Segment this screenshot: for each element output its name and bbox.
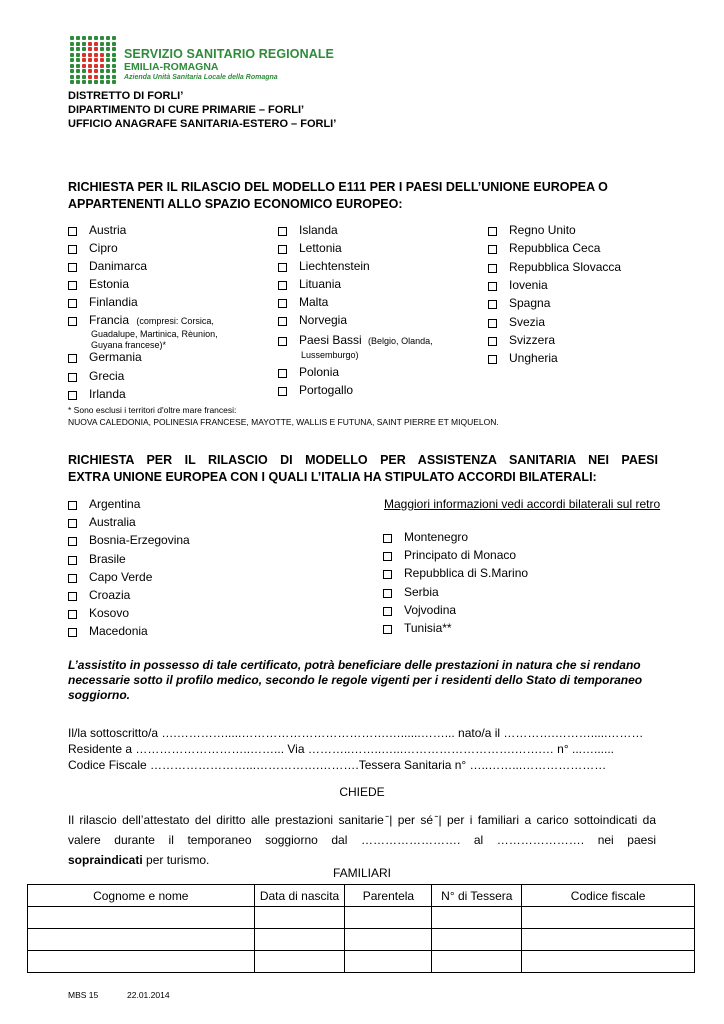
logo-dot [88, 53, 92, 57]
checkbox[interactable] [68, 245, 77, 254]
logo-dot [112, 75, 116, 79]
logo-dot [76, 53, 80, 57]
org-region: EMILIA-ROMAGNA [124, 61, 219, 73]
table-cell[interactable] [28, 951, 255, 973]
logo-mark [70, 36, 116, 84]
logo-dot [94, 47, 98, 51]
table-cell[interactable] [345, 929, 432, 951]
table-cell[interactable] [432, 907, 522, 929]
checkbox-label: Grecia [89, 368, 125, 383]
checkbox[interactable] [383, 552, 392, 561]
checkbox-label: Brasile [89, 551, 126, 566]
checkbox-label: Portogallo [299, 383, 354, 397]
logo-dot [82, 58, 86, 62]
table-cell[interactable] [28, 929, 255, 951]
checkbox[interactable] [383, 589, 392, 598]
logo-dot [94, 80, 98, 84]
org-agency: Azienda Unità Sanitaria Locale della Romagna [124, 74, 278, 81]
logo-dot [112, 80, 116, 84]
footnote-asterisk: * Sono esclusi i territori d'oltre mare francesi: [68, 405, 237, 415]
logo-dot [70, 53, 74, 57]
checkbox-item[interactable] [68, 552, 288, 566]
checkbox-item-paesi-bassi[interactable]: Paesi Bassi (Belgio, Olanda, [278, 333, 478, 348]
logo-dot [82, 80, 86, 84]
checkbox[interactable] [278, 369, 287, 378]
checkbox-item[interactable] [383, 621, 643, 635]
checkbox-label: Repubblica Ceca [509, 241, 601, 256]
logo-dot [88, 69, 92, 73]
logo-dot [100, 58, 104, 62]
checkbox-label: Repubblica di S.Marino [404, 566, 529, 581]
checkbox-item[interactable] [68, 624, 288, 638]
logo-dot [76, 80, 80, 84]
checkbox[interactable] [68, 501, 77, 510]
logo-dot [112, 58, 116, 62]
checkbox[interactable] [278, 245, 287, 254]
logo-dot [100, 80, 104, 84]
table-header-row [28, 885, 695, 907]
checkbox-item[interactable] [278, 365, 478, 379]
logo-dot [70, 69, 74, 73]
checkbox-item[interactable] [278, 383, 478, 397]
org-name: SERVIZIO SANITARIO REGIONALE [124, 47, 334, 61]
logo-dot [112, 69, 116, 73]
logo-dot [70, 64, 74, 68]
checkbox[interactable] [68, 628, 77, 637]
checkbox-label: Germania [89, 350, 142, 364]
francia-note: Guadalupe, Martinica, Rèunion, Guyana francese)* [91, 329, 218, 350]
logo-dot [106, 53, 110, 57]
checkbox-label: Lettonia [299, 241, 342, 255]
checkbox-item[interactable] [68, 259, 248, 273]
checkbox-label: Lituania [299, 277, 342, 291]
checkbox-label: Danimarca [89, 259, 148, 273]
logo-dot [76, 64, 80, 68]
logo-dot [94, 53, 98, 57]
checkbox-label: Tunisia** [404, 621, 452, 635]
checkbox-label: Liechtenstein [299, 259, 370, 273]
logo-dot [112, 47, 116, 51]
checkbox-item[interactable] [68, 515, 288, 529]
table-row [28, 951, 695, 973]
checkbox-item[interactable] [68, 241, 248, 255]
logo-dot [82, 75, 86, 79]
checkbox-label: Finlandia [89, 295, 138, 309]
column-header: Codice fiscale [522, 885, 695, 907]
logo-dot [94, 69, 98, 73]
familiari-table [27, 884, 695, 973]
checkbox[interactable] [278, 387, 287, 396]
table-cell[interactable] [522, 929, 695, 951]
checkbox-label: Regno Unito [509, 223, 576, 237]
logo-dot [100, 36, 104, 40]
checkbox-label: Estonia [89, 277, 130, 291]
logo-dot [94, 42, 98, 46]
checkbox[interactable] [68, 610, 77, 619]
checkbox[interactable] [488, 337, 497, 346]
logo-dot [106, 58, 110, 62]
checkbox-item[interactable] [383, 585, 643, 599]
chiede-heading: CHIEDE [339, 785, 385, 799]
logo-dot [106, 64, 110, 68]
checkbox-item[interactable] [488, 296, 688, 310]
checkbox[interactable] [383, 607, 392, 616]
table-cell[interactable] [432, 951, 522, 973]
checkbox[interactable] [278, 227, 287, 236]
logo-dot [112, 64, 116, 68]
logo-dot [70, 36, 74, 40]
checkbox-label: Macedonia [89, 624, 148, 639]
section1-title: RICHIESTA PER IL RILASCIO DEL MODELLO E111 PER I PAESI DELL’UNIONE EUROPEA O APPARTENENTI ALLO SPAZIO ECONOMICO EUROPEO: [68, 180, 608, 211]
logo-dot [112, 42, 116, 46]
column-header: Parentela [345, 885, 432, 907]
logo-dot [100, 64, 104, 68]
checkbox[interactable] [383, 570, 392, 579]
checkbox-label: Montenegro [404, 530, 469, 544]
checkbox-item[interactable] [68, 497, 288, 511]
checkbox[interactable] [68, 391, 77, 400]
logo-dot [76, 36, 80, 40]
checkbox-label: Svezia [509, 314, 546, 329]
logo-dot [88, 42, 92, 46]
checkbox[interactable] [488, 282, 497, 291]
logo-dot [82, 36, 86, 40]
logo-dot [88, 75, 92, 79]
logo-dot [82, 53, 86, 57]
column-header: N° di Tessera [432, 885, 522, 907]
checkbox-item[interactable] [68, 570, 288, 584]
checkbox[interactable] [68, 317, 77, 326]
logo-dot [82, 42, 86, 46]
checkbox[interactable] [488, 264, 497, 273]
logo-dot [100, 47, 104, 51]
logo-dot [94, 75, 98, 79]
checkbox[interactable] [278, 263, 287, 272]
checkbox[interactable] [68, 519, 77, 528]
checkbox-item[interactable] [68, 369, 248, 383]
checkbox-item[interactable] [68, 387, 248, 401]
logo-dot [94, 64, 98, 68]
form-date: 22.01.2014 [127, 990, 170, 1000]
logo-dot [88, 80, 92, 84]
checkbox-label: Capo Verde [89, 569, 153, 584]
logo-dot [106, 69, 110, 73]
checkbox-label: Ungheria [509, 351, 558, 366]
table-row [28, 907, 695, 929]
checkbox-item[interactable] [278, 259, 478, 273]
checkbox-item[interactable] [68, 295, 248, 309]
checkbox-label: Polonia [299, 365, 340, 379]
checkbox[interactable] [68, 537, 77, 546]
logo-dot [76, 42, 80, 46]
checkbox[interactable] [488, 227, 497, 236]
checkbox-item[interactable] [488, 351, 688, 365]
logo-dot [82, 64, 86, 68]
field-sottoscritto[interactable]: Il/la sottoscritto/a ….………….....……………………………….…......……... nato/a il ………….……….....……… [68, 726, 644, 740]
checkbox-label: Iovenia [509, 277, 548, 292]
checkbox[interactable] [278, 317, 287, 326]
logo-dot [100, 69, 104, 73]
field-codice-fiscale[interactable]: Codice Fiscale ……………………...…………….……….Tessera Sanitaria n° …..……...………………… [68, 758, 607, 772]
logo-dot [106, 75, 110, 79]
checkbox-item[interactable] [68, 606, 288, 620]
section2-title: RICHIESTA PER IL RILASCIO DI MODELLO PER ASSISTENZA SANITARIA NEI PAESI EXTRA UNIONE EUROPEA CON I QUALI L’ITALIA HA STIPULATO ACCORDI BILATERALI: [68, 453, 658, 484]
logo-dot [100, 53, 104, 57]
logo-dot [70, 47, 74, 51]
table-cell[interactable] [432, 929, 522, 951]
checkbox-item[interactable] [68, 533, 288, 547]
checkbox-label: Serbia [404, 584, 439, 599]
checkbox[interactable] [68, 574, 77, 583]
header-department: DIPARTIMENTO DI CURE PRIMARIE – FORLI’ [68, 104, 305, 116]
table-row [28, 929, 695, 951]
paesi-bassi-note: Lussemburgo) [301, 350, 359, 360]
checkbox-item[interactable] [278, 313, 478, 327]
table-cell[interactable] [345, 951, 432, 973]
logo-dot [106, 36, 110, 40]
checkbox[interactable] [383, 534, 392, 543]
checkbox-item[interactable] [383, 603, 643, 617]
table-cell[interactable] [254, 951, 345, 973]
logo-dot [76, 58, 80, 62]
checkbox-item-francia[interactable]: Francia (compresi: Corsica, [68, 313, 248, 328]
logo-dot [100, 42, 104, 46]
checkbox-label: Kosovo [89, 606, 130, 621]
logo-dot [70, 80, 74, 84]
checkbox-item[interactable] [488, 241, 688, 255]
header-district: DISTRETTO DI FORLI’ [68, 90, 184, 102]
logo-dot [82, 69, 86, 73]
logo-dot [82, 47, 86, 51]
logo-dot [88, 58, 92, 62]
checkbox-label: Bosnia-Erzegovina [89, 533, 190, 548]
bilateral-info-link[interactable]: Maggiori informazioni vedi accordi bilaterali sul retro [384, 497, 661, 511]
checkbox-label: Spagna [509, 296, 551, 311]
checkbox[interactable] [488, 300, 497, 309]
checkbox-label: Australia [89, 515, 136, 530]
logo-dot [76, 75, 80, 79]
logo-dot [88, 64, 92, 68]
checkbox[interactable] [68, 281, 77, 290]
table-cell[interactable] [254, 907, 345, 929]
table-cell[interactable] [345, 907, 432, 929]
logo-dot [70, 75, 74, 79]
checkbox-label: Croazia [89, 588, 131, 602]
logo-dot [112, 53, 116, 57]
logo-dot [70, 42, 74, 46]
checkbox-label: Svizzera [509, 332, 556, 347]
checkbox[interactable] [383, 625, 392, 634]
logo-dot [94, 36, 98, 40]
logo-dot [70, 58, 74, 62]
table-cell[interactable] [28, 907, 255, 929]
checkbox[interactable] [488, 355, 497, 364]
field-residente[interactable]: Residente a ………………………..……... Via ………..……..…...……………………….…….… n° ...…...... [68, 742, 614, 756]
checkbox[interactable] [68, 299, 77, 308]
checkbox[interactable] [488, 245, 497, 254]
checkbox[interactable] [68, 592, 77, 601]
logo-dot [76, 47, 80, 51]
checkbox[interactable] [68, 227, 77, 236]
checkbox-item[interactable] [278, 277, 478, 291]
checkbox-item[interactable] [278, 295, 478, 309]
checkbox-item[interactable] [383, 530, 643, 544]
logo-dot [106, 47, 110, 51]
column-header: Data di nascita [254, 885, 345, 907]
checkbox-item[interactable] [383, 548, 643, 562]
notice-paragraph: L’assistito in possesso di tale certificato, potrà beneficiare delle prestazioni in natura che si rendano necessarie sotto il profilo medico, secondo le regole vigenti per i residenti dello Stato di temporaneo soggiorno. [68, 658, 643, 702]
checkbox-label: Austria [89, 223, 127, 237]
checkbox-label: Norvegia [299, 313, 348, 327]
checkbox-label: Vojvodina [404, 602, 457, 617]
column-header: Cognome e nome [28, 885, 255, 907]
table-cell[interactable] [522, 907, 695, 929]
checkbox-item[interactable] [278, 241, 478, 255]
checkbox-item[interactable] [488, 260, 688, 274]
checkbox-item[interactable] [383, 566, 643, 580]
table-cell[interactable] [254, 929, 345, 951]
logo-dot [88, 36, 92, 40]
checkbox-label: Cipro [89, 241, 118, 255]
checkbox[interactable] [278, 299, 287, 308]
checkbox-label: Argentina [89, 497, 141, 511]
checkbox-label: Principato di Monaco [404, 548, 517, 563]
checkbox-label: Malta [299, 295, 329, 309]
logo-dot [106, 80, 110, 84]
logo-dot [106, 42, 110, 46]
checkbox[interactable] [278, 281, 287, 290]
checkbox[interactable] [488, 319, 497, 328]
logo-dot [94, 58, 98, 62]
checkbox-label: Repubblica Slovacca [509, 259, 622, 274]
checkbox[interactable] [68, 556, 77, 565]
logo-dot [88, 47, 92, 51]
header-office: UFFICIO ANAGRAFE SANITARIA-ESTERO – FORLI’ [68, 118, 337, 130]
checkbox-item[interactable] [488, 315, 688, 329]
checkbox-item[interactable] [68, 277, 248, 291]
logo-dot [100, 75, 104, 79]
checkbox[interactable] [68, 373, 77, 382]
familiari-title: FAMILIARI [332, 866, 391, 880]
checkbox[interactable] [68, 354, 77, 363]
checkbox-item[interactable] [488, 223, 688, 237]
logo-dot [76, 69, 80, 73]
table-cell[interactable] [522, 951, 695, 973]
request-paragraph: Il rilascio dell’attestato del diritto alle prestazioni sanitarie ̄| per sé ̄| per i familiari a carico sottoindicati da valere durante il temporaneo soggiorno dal ……………………. al …………………. nei paesi sopraindicati per turismo. [68, 813, 656, 867]
form-code: MBS 15 [68, 990, 99, 1000]
checkbox[interactable] [68, 263, 77, 272]
checkbox-label: Irlanda [89, 387, 126, 401]
checkbox-item[interactable] [68, 588, 288, 602]
checkbox-label: Islanda [299, 223, 338, 237]
checkbox-item[interactable] [488, 278, 688, 292]
logo-dot [112, 36, 116, 40]
footnote-territories: NUOVA CALEDONIA, POLINESIA FRANCESE, MAYOTTE, WALLIS E FUTUNA, SAINT PIERRE ET MIQUELON. [68, 417, 499, 427]
checkbox-item[interactable] [68, 223, 248, 237]
checkbox-item[interactable] [278, 223, 478, 237]
checkbox[interactable] [278, 337, 287, 346]
checkbox-item[interactable] [488, 333, 688, 347]
checkbox-item[interactable] [68, 350, 248, 364]
